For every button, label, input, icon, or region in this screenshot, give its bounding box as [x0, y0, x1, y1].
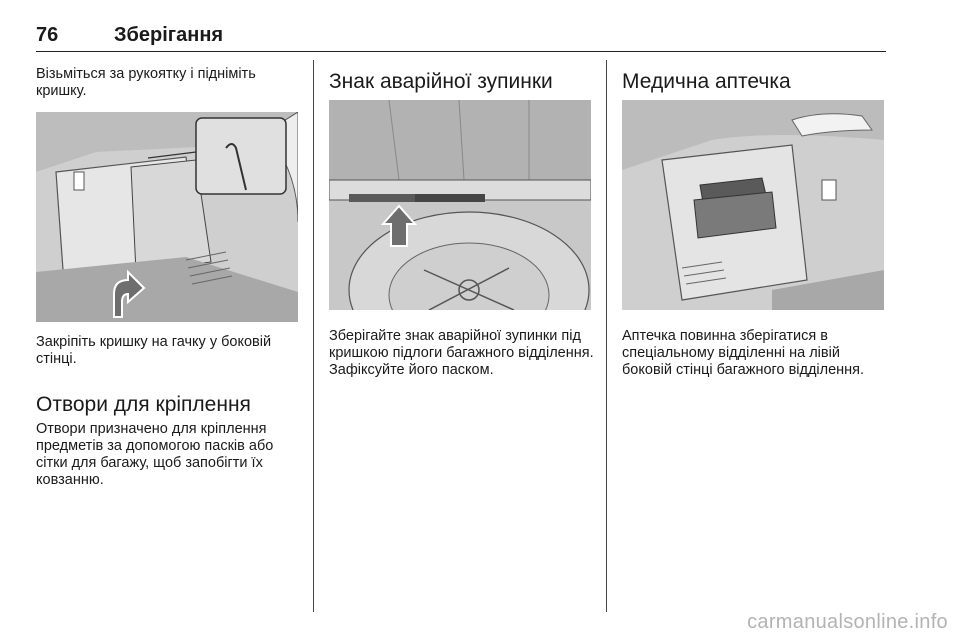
section-heading-warning-triangle: Знак аварійної зупинки	[329, 70, 553, 93]
anchor-points-text: Отвори призначено для кріплення предметів за допомогою пасків або сітки для багажу, щоб запобігти їх ковзанню.	[36, 421, 274, 488]
column-1-lower	[36, 334, 302, 489]
watermark: carmanualsonline.info	[747, 611, 948, 633]
column-divider-2	[606, 60, 607, 612]
page-number: 76	[36, 24, 59, 46]
trunk-side-cover-illustration	[36, 112, 298, 322]
warning-triangle-text: Зберігайте знак аварійної зупинки під кришкою підлоги багажного відділення. Зафіксуйте його паском.	[329, 328, 594, 378]
first-aid-kit-text: Аптечка повинна зберігатися в спеціальному відділенні на лівій боковій стінці багажного відділення.	[622, 328, 865, 378]
intro-text: Візьміться за рукоятку і підніміть кришку.	[36, 66, 256, 99]
column-3	[622, 60, 886, 94]
page-header	[36, 22, 886, 52]
column-2-lower	[329, 328, 597, 379]
column-divider-1	[313, 60, 314, 612]
chapter-title: Зберігання	[114, 24, 224, 46]
figure-warning-triangle	[329, 100, 591, 310]
column-1	[36, 60, 302, 100]
figure-trunk-side-cover	[36, 112, 298, 322]
column-2	[329, 60, 597, 94]
figure-caption-1: Закріпіть кришку на гачку у боковій стінці.	[36, 334, 272, 367]
header-rule	[36, 51, 886, 52]
figure-first-aid-kit	[622, 100, 884, 310]
column-3-lower	[622, 328, 886, 379]
section-heading-anchor-points: Отвори для кріплення	[36, 393, 251, 416]
section-heading-first-aid-kit: Медична аптечка	[622, 70, 791, 93]
first-aid-kit-illustration	[622, 100, 884, 310]
warning-triangle-illustration	[329, 100, 591, 310]
